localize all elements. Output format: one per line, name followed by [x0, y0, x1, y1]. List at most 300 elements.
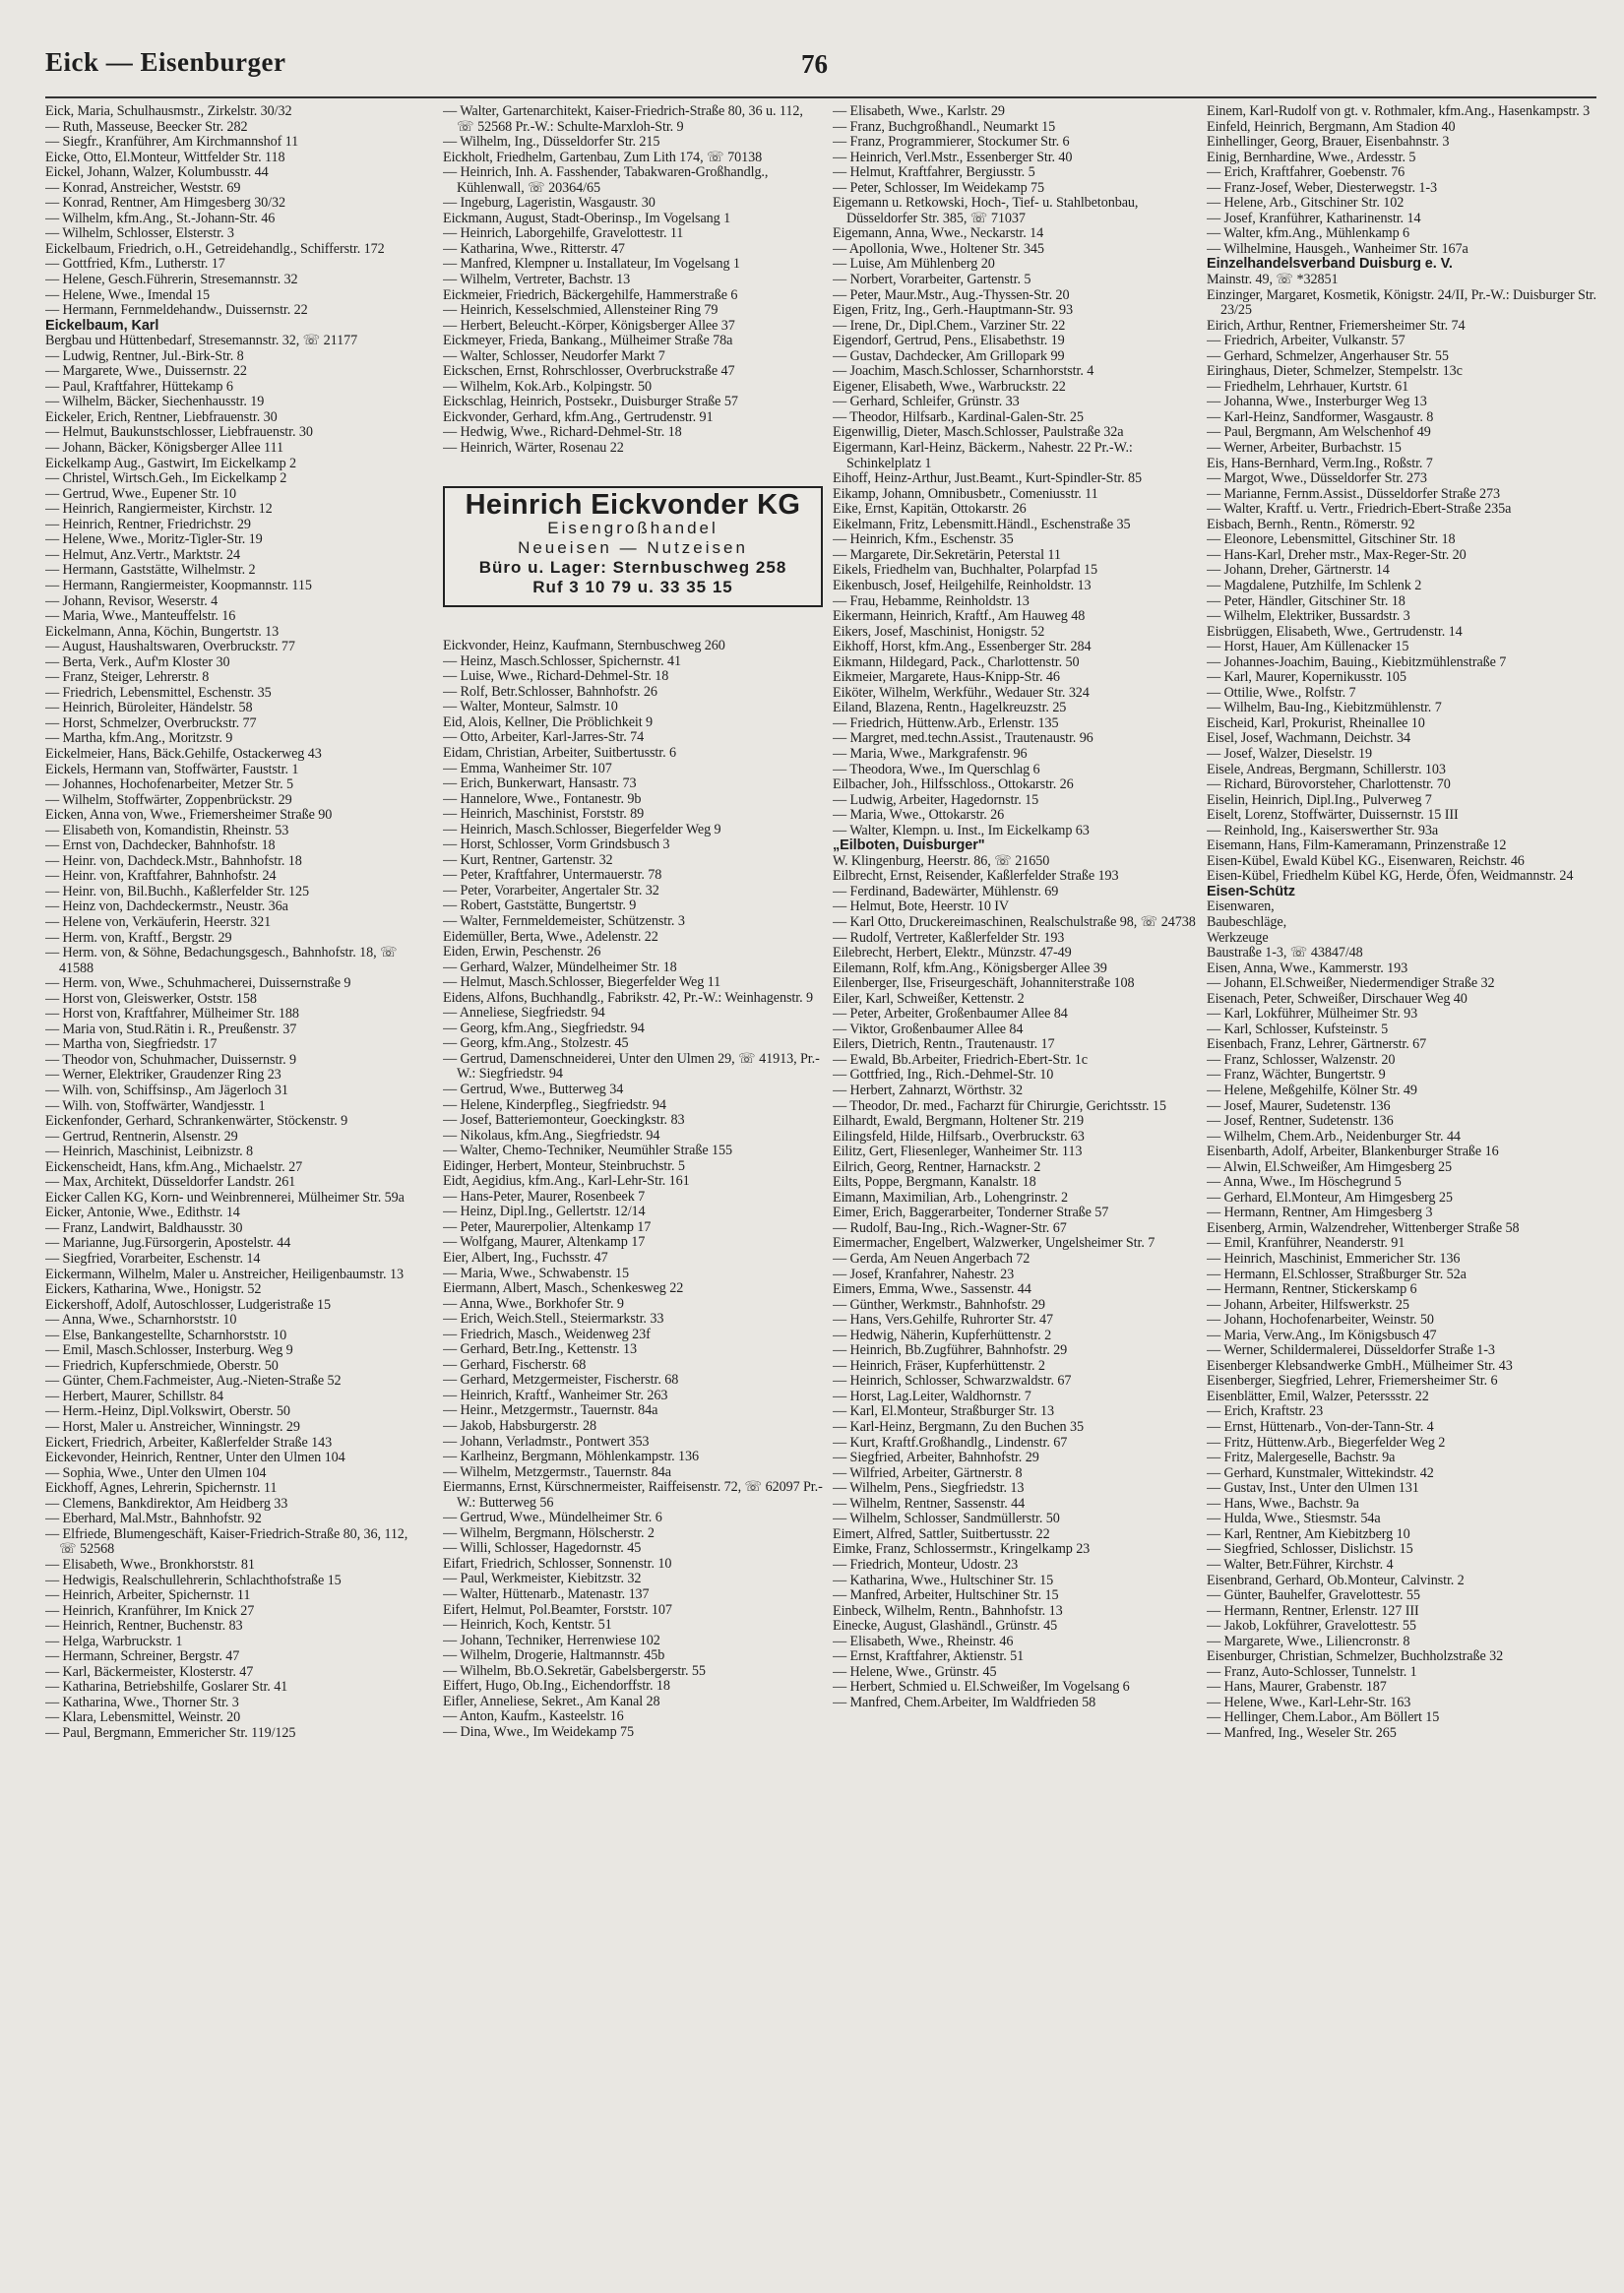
directory-entry: Eigener, Elisabeth, Wwe., Warbruckstr. 22 — [833, 378, 1066, 395]
directory-entry: — Helene, Meßgehilfe, Kölner Str. 49 — [1207, 1083, 1417, 1098]
directory-entry: — Klara, Lebensmittel, Weinstr. 20 — [45, 1709, 241, 1726]
directory-entry: — Hellinger, Chem.Labor., Am Böllert 15 — [1207, 1709, 1440, 1726]
directory-entry: — Ludwig, Rentner, Jul.-Birk-Str. 8 — [45, 347, 244, 364]
directory-entry: Eilenberger, Ilse, Friseurgeschäft, Johanniterstraße 108 — [833, 975, 1135, 992]
directory-entry: — Martha, kfm.Ang., Moritzstr. 9 — [45, 730, 233, 747]
directory-entry: — Heinrich, Kraftf., Wanheimer Str. 263 — [443, 1387, 668, 1403]
directory-entry: — Dina, Wwe., Im Weidekamp 75 — [443, 1723, 635, 1740]
directory-entry: Eickelbaum, Friedrich, o.H., Getreidehandlg., Schifferstr. 172 — [45, 240, 385, 257]
directory-entry: — Peter, Arbeiter, Großenbaumer Allee 84 — [833, 1006, 1068, 1023]
directory-entry: Eikenbusch, Josef, Heilgehilfe, Reinholdstr. 13 — [833, 577, 1092, 593]
directory-entry: Eickermann, Wilhelm, Maler u. Anstreicher, Heiligenbaumstr. 13 — [45, 1266, 404, 1282]
directory-entry: — Sophia, Wwe., Unter den Ulmen 104 — [45, 1464, 267, 1481]
directory-entry: — Heinr. von, Bil.Buchh., Kaßlerfelder Str. 125 — [45, 883, 309, 899]
directory-entry: — Elisabeth von, Komandistin, Rheinstr. 53 — [45, 822, 289, 838]
directory-entry: Eikels, Friedhelm van, Buchhalter, Polarpfad 15 — [833, 562, 1097, 579]
directory-entry: — Werner, Elektriker, Graudenzer Ring 23 — [45, 1067, 281, 1084]
directory-entry: — Konrad, Rentner, Am Himgesberg 30/32 — [45, 195, 286, 212]
directory-entry: — Karl, Bäckermeister, Klosterstr. 47 — [45, 1663, 254, 1680]
directory-entry: — Werner, Schildermalerei, Düsseldorfer Straße 1-3 — [1207, 1342, 1495, 1359]
directory-entry: Eickschen, Ernst, Rohrschlosser, Overbruckstraße 47 — [443, 363, 735, 380]
directory-entry: — Wilhelm, Schlosser, Elsterstr. 3 — [45, 225, 234, 242]
directory-entry: — Karl, El.Monteur, Straßburger Str. 13 — [833, 1403, 1054, 1420]
directory-entry: — Gustav, Dachdecker, Am Grillopark 99 — [833, 347, 1065, 364]
directory-entry: — Josef, Kranfahrer, Nahestr. 23 — [833, 1266, 1015, 1282]
directory-entry: — Karlheinz, Bergmann, Möhlenkampstr. 136 — [443, 1449, 700, 1465]
directory-entry: Eilers, Dietrich, Rentn., Trautenaustr. 17 — [833, 1036, 1055, 1053]
directory-entry: Mainstr. 49, ☏ *32851 — [1207, 272, 1339, 288]
directory-entry: — Peter, Vorarbeiter, Angertaler Str. 32 — [443, 882, 659, 899]
directory-entry: — Maria von, Stud.Rätin i. R., Preußenstr. 37 — [45, 1021, 297, 1037]
directory-entry: Eimers, Emma, Wwe., Sassenstr. 44 — [833, 1281, 1031, 1298]
directory-entry: — Franz, Landwirt, Baldhausstr. 30 — [45, 1219, 243, 1236]
directory-entry: Eicker, Antonie, Wwe., Edithstr. 14 — [45, 1205, 240, 1221]
directory-entry: — Wilh. von, Stoffwärter, Wandjesstr. 1 — [45, 1097, 266, 1114]
directory-entry: — Friedhelm, Lehrhauer, Kurtstr. 61 — [1207, 378, 1409, 395]
directory-entry: — Max, Architekt, Düsseldorfer Landstr. 261 — [45, 1174, 296, 1191]
directory-entry: Eigen, Fritz, Ing., Gerh.-Hauptmann-Str. 93 — [833, 302, 1073, 319]
directory-entry: — Peter, Maurerpolier, Altenkamp 17 — [443, 1218, 652, 1235]
directory-entry: Eikelmann, Fritz, Lebensmitt.Händl., Eschenstraße 35 — [833, 516, 1131, 532]
directory-entry: — Friedrich, Monteur, Udostr. 23 — [833, 1556, 1019, 1573]
directory-entry: — Wilhelm, Metzgermstr., Tauernstr. 84a — [443, 1463, 671, 1480]
directory-entry: — Theodor von, Schuhmacher, Duissernstr. 9 — [45, 1051, 297, 1068]
directory-entry: — Gerhard, El.Monteur, Am Himgesberg 25 — [1207, 1189, 1453, 1206]
directory-entry: — Anna, Wwe., Scharnhorststr. 10 — [45, 1312, 237, 1329]
directory-entry: — Helene, Wwe., Moritz-Tigler-Str. 19 — [45, 531, 263, 548]
directory-entry: — Wilhelm, Schlosser, Sandmüllerstr. 50 — [833, 1511, 1060, 1527]
directory-entry: — Hermann, Rentner, Am Himgesberg 3 — [1207, 1205, 1433, 1221]
directory-entry: — Erich, Bunkerwart, Hansastr. 73 — [443, 775, 637, 792]
directory-entry: — Heinrich, Rentner, Friedrichstr. 29 — [45, 516, 251, 532]
directory-entry: — Manfred, Chem.Arbeiter, Im Waldfrieden 58 — [833, 1694, 1096, 1710]
directory-entry: — Frau, Hebamme, Reinholdstr. 13 — [833, 592, 1030, 609]
directory-entry: Eilebrecht, Herbert, Elektr., Münzstr. 47-49 — [833, 945, 1072, 961]
directory-entry: Eickhoff, Agnes, Lehrerin, Spichernstr. 11 — [45, 1480, 278, 1497]
directory-entry: Eilbrecht, Ernst, Reisender, Kaßlerfelder Straße 193 — [833, 868, 1119, 885]
directory-entry: — Anneliese, Siegfriedstr. 94 — [443, 1005, 605, 1022]
directory-entry: — Karl Otto, Druckereimaschinen, Realschulstraße 98, ☏ 24738 — [833, 913, 1196, 930]
directory-entry: — Maria, Wwe., Schwabenstr. 15 — [443, 1265, 630, 1281]
directory-entry: — Walter, Betr.Führer, Kirchstr. 4 — [1207, 1556, 1394, 1573]
directory-entry: Eickevonder, Heinrich, Rentner, Unter den Ulmen 104 — [45, 1450, 345, 1466]
directory-entry: Eilts, Poppe, Bergmann, Kanalstr. 18 — [833, 1174, 1036, 1191]
directory-entry: — Helmut, Anz.Vertr., Marktstr. 24 — [45, 546, 240, 563]
directory-entry: — Wilhelm, Bergmann, Hölscherstr. 2 — [443, 1524, 655, 1541]
directory-entry: — Hermann, Schreiner, Bergstr. 47 — [45, 1648, 240, 1665]
directory-entry: — Marianne, Jug.Fürsorgerin, Apostelstr. 44 — [45, 1235, 291, 1252]
directory-entry: Eiler, Karl, Schweißer, Kettenstr. 2 — [833, 990, 1025, 1007]
directory-entry: Eimke, Franz, Schlossermstr., Kringelkamp 23 — [833, 1541, 1091, 1558]
directory-entry: Eikermann, Heinrich, Kraftf., Am Hauweg 48 — [833, 608, 1086, 625]
directory-entry: — Hermann, Rentner, Stickerskamp 6 — [1207, 1281, 1417, 1298]
directory-entry: — Siegfried, Schlosser, Dislichstr. 15 — [1207, 1541, 1413, 1558]
directory-entry: — Peter, Händler, Gitschiner Str. 18 — [1207, 592, 1405, 609]
directory-entry: — Georg, kfm.Ang., Stolzestr. 45 — [443, 1035, 629, 1052]
directory-entry: — Helene, Arb., Gitschiner Str. 102 — [1207, 195, 1405, 212]
directory-entry: — Wilhelm, Bau-Ing., Kiebitzmühlenstr. 7 — [1207, 700, 1442, 716]
directory-entry: — Josef, Batteriemonteur, Goeckingkstr. 83 — [443, 1112, 685, 1129]
directory-entry: — Fritz, Hüttenw.Arb., Biegerfelder Weg 2 — [1207, 1434, 1446, 1451]
directory-entry: — Hermann, Rentner, Erlenstr. 127 III — [1207, 1602, 1419, 1619]
directory-entry: Eilemann, Rolf, kfm.Ang., Königsberger Allee 39 — [833, 960, 1107, 976]
directory-entry: Einfeld, Heinrich, Bergmann, Am Stadion 40 — [1207, 118, 1456, 135]
directory-entry: — Siegfried, Arbeiter, Bahnhofstr. 29 — [833, 1450, 1039, 1466]
directory-entry: — Margarete, Dir.Sekretärin, Peterstal 11 — [833, 546, 1061, 563]
directory-entry: — Wolfgang, Maurer, Altenkamp 17 — [443, 1234, 646, 1251]
directory-entry: Eiermanns, Ernst, Kürschnermeister, Raiffeisenstr. 72, ☏ 62097 Pr.-W.: Butterweg 56 — [443, 1479, 823, 1511]
directory-entry: Eickschlag, Heinrich, Postsekr., Duisburger Straße 57 — [443, 394, 738, 410]
directory-entry: — Gertrud, Rentnerin, Alsenstr. 29 — [45, 1128, 238, 1145]
directory-entry: — Alwin, El.Schweißer, Am Himgesberg 25 — [1207, 1158, 1453, 1175]
directory-entry: — Walter, Hüttenarb., Matenastr. 137 — [443, 1586, 650, 1603]
advertisement-line: Ruf 3 10 79 u. 33 35 15 — [532, 578, 733, 597]
directory-entry: — Kurt, Kraftf.Großhandlg., Lindenstr. 67 — [833, 1434, 1068, 1451]
directory-entry: — Hans, Maurer, Grabenstr. 187 — [1207, 1679, 1387, 1696]
directory-entry: — Horst von, Gleiswerker, Oststr. 158 — [45, 990, 257, 1007]
directory-entry: — Gerda, Am Neuen Angerbach 72 — [833, 1251, 1031, 1268]
directory-entry: — Heinrich, Masch.Schlosser, Biegerfelder Weg 9 — [443, 821, 721, 837]
directory-entry: — Wilhelm, Rentner, Sassenstr. 44 — [833, 1495, 1026, 1512]
directory-entry: — Gerhard, Metzgermeister, Fischerstr. 68 — [443, 1372, 679, 1389]
directory-entry: Eisenbrand, Gerhard, Ob.Monteur, Calvinstr. 2 — [1207, 1572, 1465, 1588]
directory-entry: — Hans, Wwe., Bachstr. 9a — [1207, 1495, 1359, 1512]
directory-entry: — Martha von, Siegfriedstr. 17 — [45, 1036, 218, 1053]
directory-entry: — Luise, Am Mühlenberg 20 — [833, 256, 995, 273]
directory-entry: — Franz, Wächter, Bungertstr. 9 — [1207, 1067, 1386, 1084]
directory-entry: — Emma, Wanheimer Str. 107 — [443, 760, 612, 776]
directory-entry: — Helene, Kinderpfleg., Siegfriedstr. 94 — [443, 1096, 666, 1113]
directory-entry: — Günther, Werkmstr., Bahnhofstr. 29 — [833, 1296, 1045, 1313]
directory-entry: Eischeid, Karl, Prokurist, Rheinallee 10 — [1207, 714, 1425, 731]
directory-entry: — Kurt, Rentner, Gartenstr. 32 — [443, 851, 613, 868]
directory-entry: — Franz, Buchgroßhandl., Neumarkt 15 — [833, 118, 1056, 135]
directory-entry: — Herbert, Maurer, Schillstr. 84 — [45, 1388, 224, 1404]
directory-entry: Eickenscheidt, Hans, kfm.Ang., Michaelstr. 27 — [45, 1158, 303, 1175]
directory-entry: — Heinz, Masch.Schlosser, Spichernstr. 41 — [443, 652, 681, 669]
directory-entry: — Walter, Gartenarchitekt, Kaiser-Friedrich-Straße 80, 36 u. 112, ☏ 52568 Pr.-W.: Schulte-Marxloh-Str. 9 — [443, 104, 803, 135]
directory-entry: Eisen-Kübel, Ewald Kübel KG., Eisenwaren, Reichstr. 46 — [1207, 852, 1525, 869]
directory-entry: — Wilhelmine, Hausgeh., Wanheimer Str. 167a — [1207, 240, 1468, 257]
directory-entry: — Horst, Schlosser, Vorm Grindsbusch 3 — [443, 837, 670, 853]
directory-entry: — Helmut, Bote, Heerstr. 10 IV — [833, 899, 1010, 915]
directory-entry: — August, Haushaltswaren, Overbruckstr. 77 — [45, 639, 295, 655]
directory-entry: Eickeler, Erich, Rentner, Liebfrauenstr. 30 — [45, 408, 278, 425]
directory-entry: — Heinrich, Rentner, Buchenstr. 83 — [45, 1618, 243, 1635]
directory-entry: Eickelkamp Aug., Gastwirt, Im Eickelkamp 2 — [45, 455, 297, 471]
directory-entry: — Hannelore, Wwe., Fontanestr. 9b — [443, 790, 642, 807]
page-header — [45, 47, 1596, 98]
directory-entry: — Margarete, Wwe., Liliencronstr. 8 — [1207, 1633, 1410, 1649]
directory-entry: Werkzeuge — [1207, 929, 1269, 946]
directory-entry: — Georg, kfm.Ang., Siegfriedstr. 94 — [443, 1020, 645, 1036]
directory-entry: — Gerhard, Schleifer, Grünstr. 33 — [833, 394, 1020, 410]
directory-entry: — Horst, Schmelzer, Overbruckstr. 77 — [45, 714, 257, 731]
directory-entry: Einig, Bernhardine, Wwe., Ardesstr. 5 — [1207, 149, 1416, 165]
directory-entry: — Heinrich, Koch, Kentstr. 51 — [443, 1617, 612, 1634]
directory-entry: — Ludwig, Arbeiter, Hagedornstr. 15 — [833, 791, 1039, 808]
directory-entry: — Heinrich, Wärter, Rosenau 22 — [443, 440, 624, 457]
directory-entry: — Ottilie, Wwe., Rolfstr. 7 — [1207, 684, 1356, 701]
directory-entry: — Herm. von, Kraftf., Bergstr. 29 — [45, 929, 232, 946]
directory-entry: — Theodora, Wwe., Im Querschlag 6 — [833, 761, 1040, 777]
directory-entry: — Heinrich, Kranführer, Im Knick 27 — [45, 1602, 255, 1619]
directory-entry: — Wilhelm, Bäcker, Siechenhausstr. 19 — [45, 394, 265, 410]
directory-entry: Eickmeier, Friedrich, Bäckergehilfe, Hammerstraße 6 — [443, 286, 738, 303]
directory-entry: — Heinrich, Schlosser, Schwarzwaldstr. 67 — [833, 1373, 1072, 1390]
directory-entry: — Apollonia, Wwe., Holtener Str. 345 — [833, 240, 1044, 257]
directory-entry: — Walter, Fernmeldemeister, Schützenstr. 3 — [443, 912, 685, 929]
directory-entry: Eicke, Otto, El.Monteur, Wittfelder Str. 118 — [45, 149, 285, 165]
directory-entry: Eilitz, Gert, Fliesenleger, Wanheimer Str. 113 — [833, 1144, 1083, 1160]
directory-entry: — Hermann, El.Schlosser, Straßburger Str. 52a — [1207, 1266, 1467, 1282]
directory-entry: — Heinrich, Laborgehilfe, Gravelottestr. 11 — [443, 225, 684, 242]
directory-entry: — Günter, Bauhelfer, Gravelottestr. 55 — [1207, 1587, 1420, 1604]
directory-heading-entry: Eickelbaum, Karl — [45, 317, 159, 334]
directory-entry: Eiselt, Lorenz, Stoffwärter, Duissernstr. 15 III — [1207, 807, 1459, 824]
directory-entry: — Herbert, Zahnarzt, Wörthstr. 32 — [833, 1083, 1024, 1098]
directory-entry: Eike, Ernst, Kapitän, Ottokarstr. 26 — [833, 501, 1027, 518]
directory-entry: — Herm. von, & Söhne, Bedachungsgesch., Bahnhofstr. 18, ☏ 41588 — [45, 945, 398, 976]
directory-entry: — Gustav, Inst., Unter den Ulmen 131 — [1207, 1480, 1419, 1497]
directory-entry: — Joachim, Masch.Schlosser, Scharnhorststr. 4 — [833, 363, 1094, 380]
directory-entry: Eickholt, Friedhelm, Gartenbau, Zum Lith 174, ☏ 70138 — [443, 149, 763, 165]
directory-entry: Eisenbarth, Adolf, Arbeiter, Blankenburger Straße 16 — [1207, 1144, 1499, 1160]
directory-entry: — Gerhard, Fischerstr. 68 — [443, 1356, 587, 1373]
directory-entry: Eikmeier, Margarete, Haus-Knipp-Str. 46 — [833, 669, 1060, 686]
directory-entry: — Katharina, Betriebshilfe, Goslarer Str. 41 — [45, 1679, 288, 1696]
directory-entry: Eisenberger Klebsandwerke GmbH., Mülheimer Str. 43 — [1207, 1357, 1513, 1374]
directory-entry: — Gerhard, Betr.Ing., Kettenstr. 13 — [443, 1341, 638, 1358]
directory-entry: — Walter, Monteur, Salmstr. 10 — [443, 699, 618, 715]
directory-entry: — Walter, Kraftf. u. Vertr., Friedrich-Ebert-Straße 235a — [1207, 501, 1512, 518]
directory-entry: Eigenwillig, Dieter, Masch.Schlosser, Paulstraße 32a — [833, 424, 1124, 441]
directory-entry: — Berta, Verk., Auf'm Kloster 30 — [45, 653, 230, 670]
directory-entry: Eiselin, Heinrich, Dipl.Ing., Pulverweg 7 — [1207, 791, 1432, 808]
directory-entry: — Siegfr., Kranführer, Am Kirchmannshof 11 — [45, 134, 299, 151]
directory-entry: — Johann, Bäcker, Königsberger Allee 111 — [45, 440, 283, 457]
directory-entry: — Helga, Warbruckstr. 1 — [45, 1633, 183, 1649]
directory-entry: Baustraße 1-3, ☏ 43847/48 — [1207, 945, 1363, 961]
directory-entry: — Katharina, Wwe., Thorner Str. 3 — [45, 1694, 239, 1710]
directory-entry: — Norbert, Vorarbeiter, Gartenstr. 5 — [833, 272, 1031, 288]
directory-entry: — Wilhelm, Elektriker, Bussardstr. 3 — [1207, 608, 1410, 625]
directory-entry: Eier, Albert, Ing., Fuchsstr. 47 — [443, 1250, 608, 1266]
directory-entry: Eickelmeier, Hans, Bäck.Gehilfe, Ostackerweg 43 — [45, 745, 322, 762]
directory-entry: Eiringhaus, Dieter, Schmelzer, Stempelstr. 13c — [1207, 363, 1463, 380]
directory-entry: — Hans, Vers.Gehilfe, Ruhrorter Str. 47 — [833, 1312, 1053, 1329]
directory-entry: Eickmeyer, Frieda, Bankang., Mülheimer Straße 78a — [443, 333, 733, 349]
directory-entry: Eirich, Arthur, Rentner, Friemersheimer Str. 74 — [1207, 317, 1466, 334]
advertisement-line: Neueisen — Nutzeisen — [518, 538, 748, 558]
directory-entry: — Else, Bankangestellte, Scharnhorststr. 10 — [45, 1327, 287, 1343]
directory-entry: — Erich, Kraftfahrer, Goebenstr. 76 — [1207, 164, 1405, 181]
directory-entry: Eimann, Maximilian, Arb., Lohengrinstr. 2 — [833, 1189, 1069, 1206]
directory-entry: Eisbrüggen, Elisabeth, Wwe., Gertrudenstr. 14 — [1207, 623, 1463, 640]
directory-entry: — Gerhard, Kunstmaler, Wittekindstr. 42 — [1207, 1464, 1434, 1481]
directory-entry: — Franz, Schlosser, Walzenstr. 20 — [1207, 1051, 1396, 1068]
directory-entry: — Erich, Kraftstr. 23 — [1207, 1403, 1324, 1420]
directory-entry: — Helmut, Kraftfahrer, Bergiusstr. 5 — [833, 164, 1035, 181]
directory-entry: — Jakob, Lokführer, Gravelottestr. 55 — [1207, 1618, 1416, 1635]
directory-entry: — Karl-Heinz, Bergmann, Zu den Buchen 35 — [833, 1419, 1084, 1436]
directory-entry: — Luise, Wwe., Richard-Dehmel-Str. 18 — [443, 668, 669, 685]
column-2 — [443, 104, 823, 2274]
directory-entry: — Hedwig, Wwe., Richard-Dehmel-Str. 18 — [443, 424, 682, 441]
directory-entry: — Horst, Maler u. Anstreicher, Winningstr. 29 — [45, 1419, 300, 1436]
directory-entry: — Willi, Schlosser, Hagedornstr. 45 — [443, 1540, 642, 1557]
directory-entry: — Helene, Wwe., Grünstr. 45 — [833, 1663, 997, 1680]
directory-entry: — Helene, Gesch.Führerin, Stresemannstr. 32 — [45, 272, 298, 288]
directory-entry: Eigermann, Karl-Heinz, Bäckerm., Nahestr. 22 Pr.-W.: Schinkelplatz 1 — [833, 440, 1133, 471]
directory-entry: — Hans-Karl, Dreher mstr., Max-Reger-Str. 20 — [1207, 546, 1467, 563]
directory-entry: — Ruth, Masseuse, Beecker Str. 282 — [45, 118, 248, 135]
directory-entry: — Helene, Wwe., Karl-Lehr-Str. 163 — [1207, 1694, 1411, 1710]
directory-entry: Eifler, Anneliese, Sekret., Am Kanal 28 — [443, 1693, 660, 1709]
advertisement-line: Büro u. Lager: Sternbuschweg 258 — [478, 558, 787, 578]
directory-entry: Eisele, Andreas, Bergmann, Schillerstr. 103 — [1207, 761, 1446, 777]
page-number: 76 — [801, 49, 828, 79]
directory-entry: — Katharina, Wwe., Ritterstr. 47 — [443, 240, 625, 257]
directory-entry: Eid, Alois, Kellner, Die Pröblichkeit 9 — [443, 713, 654, 730]
directory-entry: — Nikolaus, kfm.Ang., Siegfriedstr. 94 — [443, 1127, 660, 1144]
directory-entry: — Johann, El.Schweißer, Niedermendiger Straße 32 — [1207, 975, 1495, 992]
directory-entry: Eikamp, Johann, Omnibusbetr., Comeniusstr. 11 — [833, 485, 1098, 502]
directory-entry: — Karl-Heinz, Sandformer, Wasgaustr. 8 — [1207, 408, 1434, 425]
directory-entry: Eisenberg, Armin, Walzendreher, Wittenberger Straße 58 — [1207, 1219, 1520, 1236]
directory-entry: — Hermann, Gaststätte, Wilhelmstr. 2 — [45, 562, 256, 579]
directory-entry: — Hermann, Fernmeldehandw., Duissernstr. 22 — [45, 302, 308, 319]
directory-entry: — Josef, Rentner, Sudetenstr. 136 — [1207, 1113, 1394, 1130]
directory-entry: — Werner, Arbeiter, Burbachstr. 15 — [1207, 440, 1402, 457]
directory-entry: — Paul, Bergmann, Emmericher Str. 119/125 — [45, 1724, 296, 1741]
directory-entry: Bergbau und Hüttenbedarf, Stresemannstr. 32, ☏ 21177 — [45, 333, 358, 349]
directory-entry: — Elisabeth, Wwe., Karlstr. 29 — [833, 104, 1005, 119]
directory-entry: — Clemens, Bankdirektor, Am Heidberg 33 — [45, 1495, 288, 1512]
directory-entry: — Johann, Techniker, Herrenwiese 102 — [443, 1632, 660, 1648]
directory-entry: Eilingsfeld, Hilde, Hilfsarb., Overbruckstr. 63 — [833, 1128, 1085, 1145]
directory-entry: Eimer, Erich, Baggerarbeiter, Tonderner Straße 57 — [833, 1205, 1109, 1221]
directory-entry: Eifart, Friedrich, Schlosser, Sonnenstr. 10 — [443, 1555, 672, 1572]
directory-entry: — Paul, Bergmann, Am Welschenhof 49 — [1207, 424, 1431, 441]
directory-entry: Einbeck, Wilhelm, Rentn., Bahnhofstr. 13 — [833, 1602, 1063, 1619]
directory-entry: — Theodor, Hilfsarb., Kardinal-Galen-Str. 25 — [833, 408, 1084, 425]
directory-entry: — Friedrich, Lebensmittel, Eschenstr. 35 — [45, 684, 272, 701]
directory-entry: — Ingeburg, Lageristin, Wasgaustr. 30 — [443, 195, 656, 212]
running-head-title: Eick — Eisenburger — [45, 47, 286, 77]
directory-heading-entry: „Eilboten, Duisburger" — [833, 837, 985, 854]
directory-entry: Eidam, Christian, Arbeiter, Suitbertusstr. 6 — [443, 744, 676, 761]
directory-entry: Einzinger, Margaret, Kosmetik, Königstr. 24/II, Pr.-W.: Duisburger Str. 23/25 — [1207, 286, 1596, 319]
directory-entry: — Wilhelm, Pens., Siegfriedstr. 13 — [833, 1480, 1025, 1497]
directory-entry: — Walter, Chemo-Techniker, Neumühler Straße 155 — [443, 1143, 732, 1159]
directory-entry: — Johann, Dreher, Gärtnerstr. 14 — [1207, 562, 1390, 579]
directory-entry: Eigendorf, Gertrud, Pens., Elisabethstr. 19 — [833, 333, 1065, 349]
directory-entry: — Gertrud, Wwe., Mündelheimer Str. 6 — [443, 1510, 662, 1526]
column-4 — [1207, 104, 1596, 2274]
directory-entry: — Johann, Verladmstr., Pontwert 353 — [443, 1433, 650, 1450]
directory-entry: — Wilh. von, Schiffsinsp., Am Jägerloch 31 — [45, 1083, 288, 1098]
directory-entry: — Heinrich, Verl.Mstr., Essenberger Str. 40 — [833, 149, 1073, 165]
directory-entry: — Heinrich, Fräser, Kupferhüttenstr. 2 — [833, 1357, 1045, 1374]
directory-entry: — Heinrich, Kfm., Eschenstr. 35 — [833, 531, 1014, 548]
directory-entry: — Heinrich, Kesselschmied, Allensteiner Ring 79 — [443, 302, 718, 319]
directory-entry: Eilbacher, Joh., Hilfsschloss., Ottokarstr. 26 — [833, 776, 1074, 793]
directory-entry: — Fritz, Malergeselle, Bachstr. 9a — [1207, 1450, 1396, 1466]
directory-entry: — Ernst, Kraftfahrer, Aktienstr. 51 — [833, 1648, 1025, 1665]
directory-entry: Eiköter, Wilhelm, Werkführ., Wedauer Str. 324 — [833, 684, 1090, 701]
directory-entry: — Helene von, Verkäuferin, Heerstr. 321 — [45, 913, 272, 930]
directory-entry: — Christel, Wirtsch.Geh., Im Eickelkamp 2 — [45, 470, 287, 487]
directory-entry: Eidt, Aegidius, kfm.Ang., Karl-Lehr-Str. 161 — [443, 1173, 690, 1190]
directory-entry: — Heinrich, Maschinist, Forststr. 89 — [443, 806, 645, 823]
directory-entry: — Gottfried, Kfm., Lutherstr. 17 — [45, 256, 225, 273]
directory-entry: — Gertrud, Wwe., Butterweg 34 — [443, 1081, 624, 1097]
directory-entry: — Heinrich, Büroleiter, Händelstr. 58 — [45, 700, 253, 716]
directory-entry: — Manfred, Arbeiter, Hultschiner Str. 15 — [833, 1587, 1059, 1604]
directory-entry: — Jakob, Habsburgerstr. 28 — [443, 1418, 596, 1435]
directory-entry: — Johann, Arbeiter, Hilfswerkstr. 25 — [1207, 1296, 1409, 1313]
directory-entry: — Wilhelm, Bb.O.Sekretär, Gabelsbergerstr. 55 — [443, 1662, 706, 1679]
directory-entry: — Maria, Wwe., Markgrafenstr. 96 — [833, 745, 1028, 762]
directory-entry: Eickert, Friedrich, Arbeiter, Kaßlerfelder Straße 143 — [45, 1434, 333, 1451]
directory-entry: Eisen, Anna, Wwe., Kammerstr. 193 — [1207, 960, 1408, 976]
directory-entry: — Margot, Wwe., Düsseldorfer Str. 273 — [1207, 470, 1427, 487]
directory-entry: — Margarete, Wwe., Duissernstr. 22 — [45, 363, 247, 380]
directory-entry: Eisenach, Peter, Schweißer, Dirschauer Weg 40 — [1207, 990, 1468, 1007]
directory-entry: — Heinr. von, Kraftfahrer, Bahnhofstr. 24 — [45, 868, 277, 885]
directory-entry: — Heinz, Dipl.Ing., Gellertstr. 12/14 — [443, 1204, 646, 1220]
directory-entry: — Emil, Kranführer, Neanderstr. 91 — [1207, 1235, 1405, 1252]
directory-entry: — Theodor, Dr. med., Facharzt für Chirurgie, Gerichtsstr. 15 — [833, 1097, 1166, 1114]
directory-entry: Eisen-Kübel, Friedhelm Kübel KG, Herde, Öfen, Weidmannstr. 24 — [1207, 868, 1574, 885]
directory-entry: Eisel, Josef, Wachmann, Deichstr. 34 — [1207, 730, 1410, 747]
directory-entry: — Wilhelm, Chem.Arb., Neidenburger Str. 44 — [1207, 1128, 1461, 1145]
directory-entry: — Manfred, Ing., Weseler Str. 265 — [1207, 1724, 1397, 1741]
directory-entry: Eimermacher, Engelbert, Walzwerker, Ungelsheimer Str. 7 — [833, 1235, 1156, 1252]
directory-entry: — Friedrich, Kupferschmiede, Oberstr. 50 — [45, 1357, 279, 1374]
directory-entry: — Elfriede, Blumengeschäft, Kaiser-Friedrich-Straße 80, 36, 112, ☏ 52568 — [45, 1525, 408, 1558]
directory-entry: Eilrich, Georg, Rentner, Harnackstr. 2 — [833, 1158, 1041, 1175]
directory-entry: Eiland, Blazena, Rentn., Hagelkreuzstr. 25 — [833, 700, 1067, 716]
directory-entry: — Josef, Kranführer, Katharinenstr. 14 — [1207, 210, 1421, 226]
directory-entry: Eickvonder, Heinz, Kaufmann, Sternbuschweg 260 — [443, 638, 725, 654]
directory-entry: — Karl, Rentner, Am Kiebitzberg 10 — [1207, 1525, 1410, 1542]
directory-entry: — Franz, Steiger, Lehrerstr. 8 — [45, 669, 210, 686]
directory-entry: — Franz-Josef, Weber, Diesterwegstr. 1-3 — [1207, 179, 1437, 196]
directory-entry: W. Klingenburg, Heerstr. 86, ☏ 21650 — [833, 852, 1050, 869]
directory-entry: — Rolf, Betr.Schlosser, Bahnhofstr. 26 — [443, 683, 657, 700]
directory-entry: Eimert, Alfred, Sattler, Suitbertusstr. 22 — [833, 1525, 1050, 1542]
directory-entry: — Heinr., Metzgermstr., Tauernstr. 84a — [443, 1402, 658, 1419]
directory-entry: — Erich, Weich.Stell., Steiermarkstr. 33 — [443, 1311, 664, 1328]
directory-entry: Eickershoff, Adolf, Autoschlosser, Ludgeristraße 15 — [45, 1296, 331, 1313]
directory-entry: Eisenbach, Franz, Lehrer, Gärtnerstr. 67 — [1207, 1036, 1427, 1053]
directory-entry: — Walter, Schlosser, Neudorfer Markt 7 — [443, 347, 665, 364]
directory-entry: — Eleonore, Lebensmittel, Gitschiner Str. 18 — [1207, 531, 1456, 548]
directory-entry: — Karl, Schlosser, Kufsteinstr. 5 — [1207, 1021, 1389, 1037]
directory-entry: — Friedrich, Masch., Weidenweg 23f — [443, 1326, 651, 1342]
directory-entry: — Wilhelm, Stoffwärter, Zoppenbrückstr. 29 — [45, 791, 292, 808]
directory-entry: — Katharina, Wwe., Hultschiner Str. 15 — [833, 1572, 1054, 1588]
directory-entry: — Maria, Wwe., Manteuffelstr. 16 — [45, 608, 236, 625]
directory-entry: — Helmut, Masch.Schlosser, Biegerfelder Weg 11 — [443, 974, 721, 991]
directory-entry: — Horst, Hauer, Am Küllenacker 15 — [1207, 639, 1409, 655]
directory-entry: — Paul, Werkmeister, Kiebitzstr. 32 — [443, 1571, 642, 1587]
advertisement-box — [443, 486, 823, 608]
directory-entry: Eisenburger, Christian, Schmelzer, Buchholzstraße 32 — [1207, 1648, 1504, 1665]
directory-entry: Einhellinger, Georg, Brauer, Eisenbahnstr. 3 — [1207, 134, 1450, 151]
